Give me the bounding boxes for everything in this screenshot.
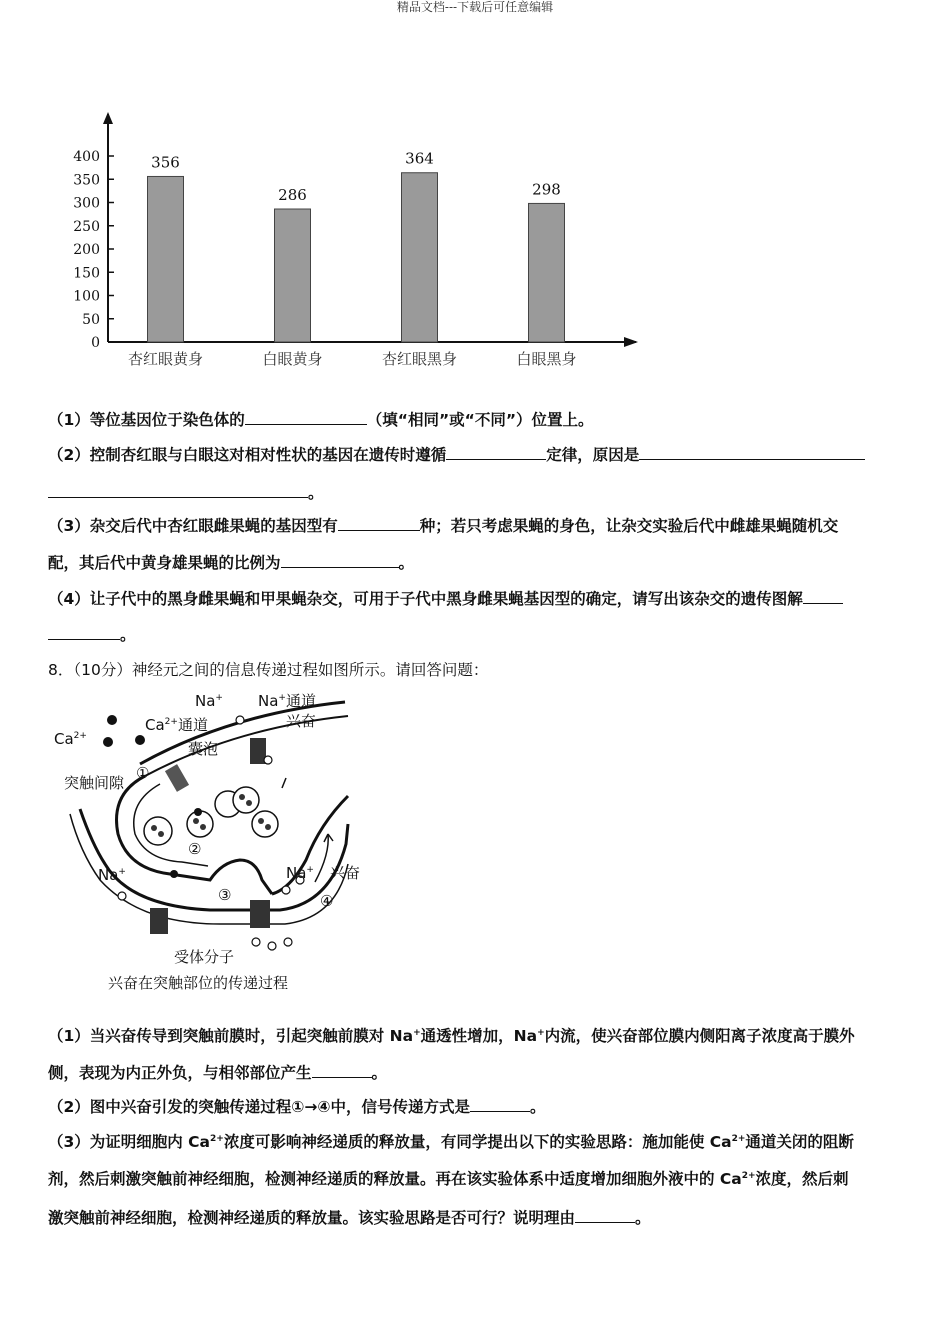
question-8-2: （2）图中兴奋引发的突触传递过程①→④中，信号传递方式是 。 [48,1098,546,1116]
section-8-title: 8．（10分）神经元之间的信息传递过程如图所示。请回答问题： [48,661,489,679]
y-tick-label: 350 [73,172,100,189]
label-step-3: ③ [218,886,232,904]
label-nangpao: 囊泡 [188,740,219,758]
synapse-diagram [50,684,380,1004]
answer-blank[interactable] [281,553,399,568]
label-step-2: ② [188,840,202,858]
category-label: 杏红眼黑身 [381,350,458,368]
answer-blank[interactable] [470,1097,530,1112]
bar [402,173,438,342]
question-8-3-cont1: 剂，然后刺激突触前神经细胞，检测神经递质的释放量。再在该实验体系中适度增加细胞外液中的 $Ca^{2+}$浓度，然后刺 [48,1170,849,1188]
bar [148,176,184,342]
bar-value-label: 286 [278,186,307,205]
label-xingfen-top: 兴奋 [286,712,317,730]
question-7-3: （3）杂交后代中杏红眼雌果蝇的基因型有 种；若只考虑果蝇的身色，让杂交实验后代中雌雄果蝇随机交 [48,517,839,535]
question-7-1: （1）等位基因位于染色体的 （填“相同”或“不同”）位置上。 [48,411,594,429]
question-7-3-cont: 配，其后代中黄身雄果蝇的比例为 。 [48,554,415,572]
diagram-caption: 兴奋在突触部位的传递过程 [108,974,289,992]
bar-value-label: 298 [532,180,561,199]
y-axis-arrow [103,112,113,124]
y-tick-label: 300 [73,195,100,212]
question-7-2-cont: 。 [48,483,904,503]
bar-value-label: 356 [151,153,180,172]
answer-blank[interactable] [48,483,308,498]
label-ca: $Ca^{2+}$ [54,730,87,748]
question-7-2: （2）控制杏红眼与白眼这对相对性状的基因在遗传时遵循 定律，原因是 [48,445,904,465]
bar-value-label: 364 [405,149,434,168]
category-label: 杏红眼黄身 [127,350,204,368]
category-label: 白眼黄身 [262,350,323,368]
bar-chart [60,108,650,378]
question-8-1: （1）当兴奋传导到突触前膜时，引起突触前膜对 Na+通透性增加，Na+内流，使兴奋部位膜内侧阳离子浓度高于膜外 [48,1027,855,1045]
bar [275,209,311,342]
label-step-4: ④ [320,892,334,910]
label-tuchujianxi: 突触间隙 [64,774,125,792]
question-8-3-cont2: 激突触前神经细胞，检测神经递质的释放量。该实验思路是否可行？说明理由 。 [48,1209,651,1227]
answer-blank[interactable] [48,625,120,640]
answer-blank[interactable] [639,445,865,460]
y-tick-label: 400 [73,149,100,165]
question-7-4-cont: 。 [48,625,904,645]
label-ca-channel: $Ca^{2+}$通道 [145,716,208,734]
y-tick-label: 250 [73,218,100,235]
label-na-channel: Na+通道 [258,692,316,710]
answer-blank[interactable] [338,516,420,531]
question-8-1-cont: 侧，表现为内正外负，与相邻部位产生 。 [48,1064,388,1082]
label-na-top: Na+ [195,692,223,710]
answer-blank[interactable] [312,1063,372,1078]
y-tick-label: 0 [91,335,100,351]
y-tick-label: 200 [73,242,100,258]
label-shoutifenzi: 受体分子 [174,948,235,966]
label-na-right: Na+ [286,864,314,882]
x-axis-arrow [624,337,638,347]
page-header: 精品文档---下载后可任意编辑 [396,0,554,14]
bar [529,203,565,342]
answer-blank[interactable] [446,445,546,460]
label-step-1: ① [136,764,150,782]
question-8-3: （3）为证明细胞内 $Ca^{2+}$浓度可影响神经递质的释放量，有同学提出以下的实验思路：施加能使 $Ca^{2+}$通道关闭的阻断 [48,1133,854,1151]
answer-blank[interactable] [575,1208,635,1223]
label-na-left: Na+ [98,866,126,884]
answer-blank[interactable] [245,410,367,425]
label-xingfen-right: 兴奋 [330,864,361,882]
category-label: 白眼黑身 [516,350,577,368]
y-tick-label: 100 [73,288,100,305]
answer-blank[interactable] [803,589,843,604]
question-7-4: （4）让子代中的黑身雌果蝇和甲果蝇杂交，可用于子代中黑身雌果蝇基因型的确定，请写出该杂交的遗传图解 [48,589,904,609]
y-tick-label: 50 [82,311,100,328]
y-tick-label: 150 [73,265,100,282]
